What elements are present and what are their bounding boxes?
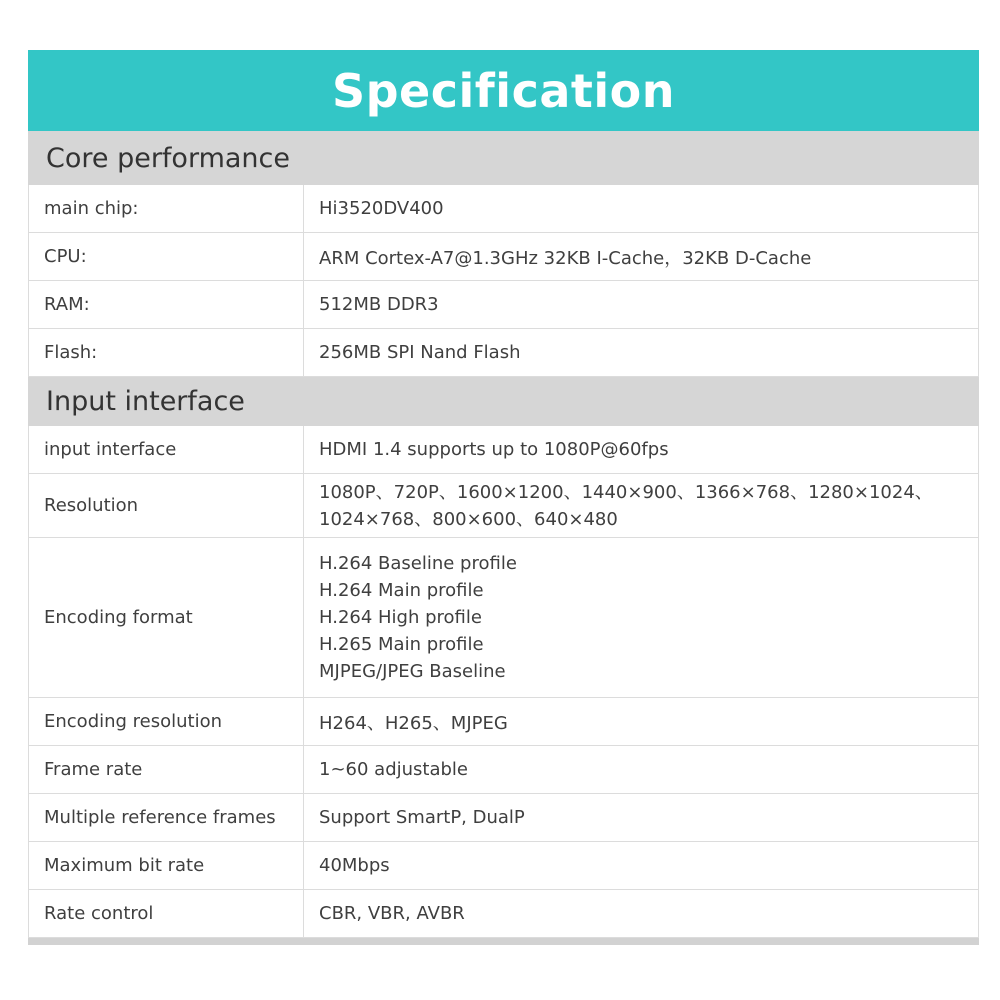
spec-row-resolution: [28, 474, 979, 538]
spec-value: Hi3520DV400: [319, 198, 444, 219]
spec-row-ram: [28, 281, 979, 329]
spec-value: 1~60 adjustable: [319, 759, 468, 780]
banner-title: Specification: [332, 63, 675, 118]
spec-value: 512MB DDR3: [319, 294, 439, 315]
spec-value: Support SmartP, DualP: [319, 807, 525, 828]
spec-row-encoding-format: [28, 538, 979, 698]
spec-label: Maximum bit rate: [29, 842, 304, 889]
spec-banner: [28, 50, 979, 131]
spec-value: [304, 474, 978, 537]
spec-value-line: H.264 High profile: [319, 607, 482, 628]
spec-label: CPU:: [29, 233, 304, 280]
spec-label: Encoding format: [29, 538, 304, 697]
spec-row-encoding-resolution: [28, 698, 979, 746]
spec-label: Encoding resolution: [29, 698, 304, 745]
spec-value-line: H.264 Main profile: [319, 580, 484, 601]
spec-row-cpu: [28, 233, 979, 281]
spec-row-input-interface: [28, 426, 979, 474]
spec-value: [304, 538, 978, 697]
spec-row-multiple-reference-frames: [28, 794, 979, 842]
spec-value-line: 1080P、720P、1600×1200、1440×900、1366×768、1280×1024、: [319, 481, 933, 503]
spec-label: Rate control: [29, 890, 304, 937]
spec-label: Flash:: [29, 329, 304, 376]
spec-label: Resolution: [29, 474, 304, 537]
spec-sheet: [28, 50, 979, 945]
spec-value: 256MB SPI Nand Flash: [319, 342, 521, 363]
spec-row-maximum-bit-rate: [28, 842, 979, 890]
section-header-input-interface: Input interface: [28, 377, 979, 426]
spec-value-line: H.264 Baseline profile: [319, 553, 517, 574]
table-bottom-bar: [28, 938, 979, 945]
spec-row-rate-control: [28, 890, 979, 938]
spec-label: Frame rate: [29, 746, 304, 793]
spec-label: main chip:: [29, 185, 304, 232]
spec-value: H264、H265、MJPEG: [319, 712, 508, 734]
spec-value: ARM Cortex-A7@1.3GHz 32KB I-Cache，32KB D-Cache: [319, 247, 812, 269]
spec-label: input interface: [29, 426, 304, 473]
section-header-core-performance: Core performance: [28, 131, 979, 185]
spec-value: CBR, VBR, AVBR: [319, 903, 465, 924]
spec-value-line: 1024×768、800×600、640×480: [319, 508, 618, 530]
spec-row-flash: [28, 329, 979, 377]
spec-label: Multiple reference frames: [29, 794, 304, 841]
spec-row-main-chip: [28, 185, 979, 233]
spec-label: RAM:: [29, 281, 304, 328]
spec-row-frame-rate: [28, 746, 979, 794]
spec-value-line: H.265 Main profile: [319, 634, 484, 655]
spec-value-line: MJPEG/JPEG Baseline: [319, 661, 506, 682]
spec-value: HDMI 1.4 supports up to 1080P@60fps: [319, 439, 669, 460]
spec-value: 40Mbps: [319, 855, 390, 876]
